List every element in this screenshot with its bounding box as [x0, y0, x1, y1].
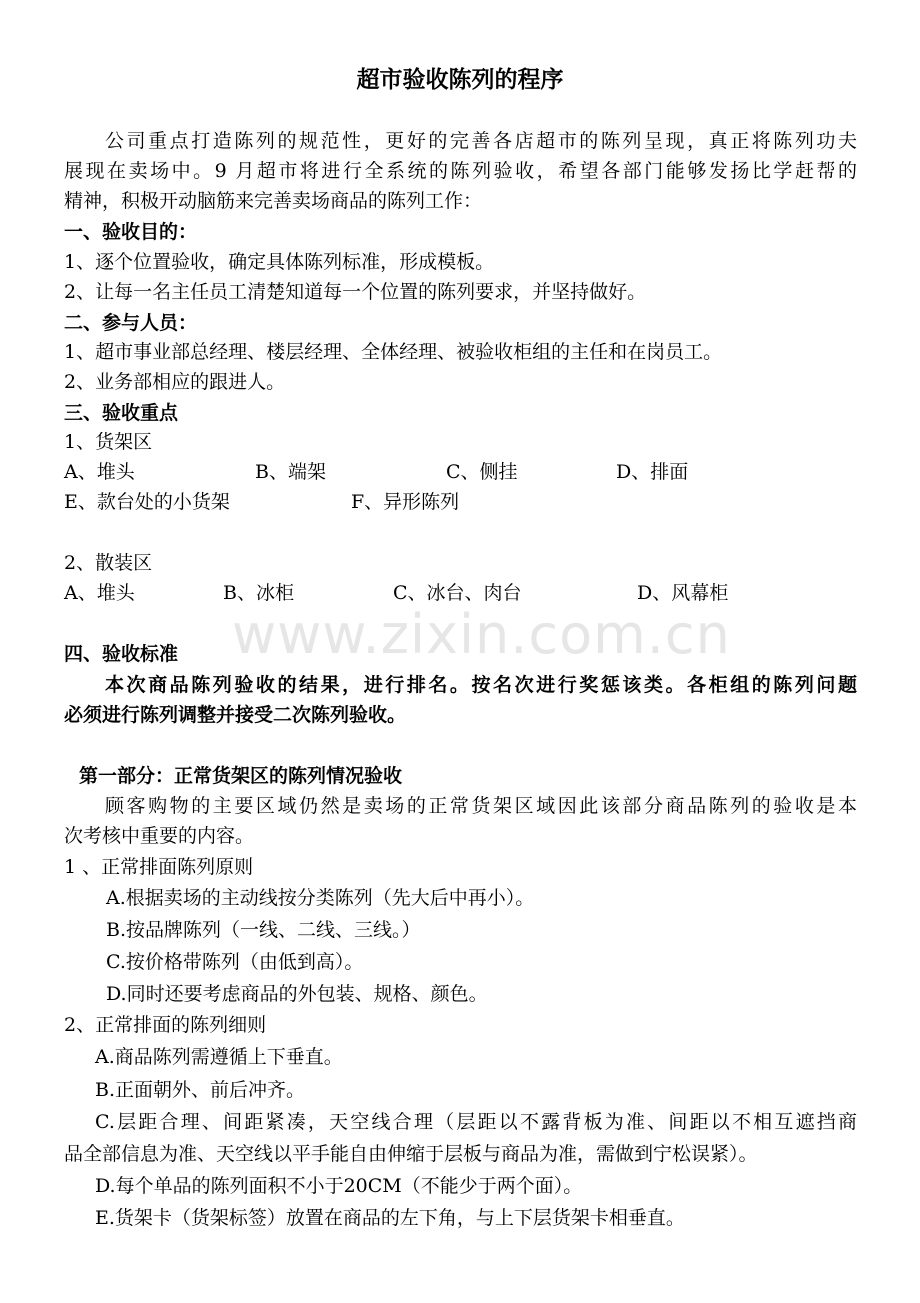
principle-item: A.根据卖场的主动线按分类陈列（先大后中再小）。 — [106, 887, 535, 909]
intro-line-2: 展现在卖场中。9 月超市将进行全系统的陈列验收，希望各部门能够发扬比学赶帮的 — [64, 160, 857, 182]
section-heading-purpose: 一、验收目的： — [64, 221, 198, 243]
intro-line-3: 精神，积极开动脑筋来完善卖场商品的陈列工作： — [64, 190, 483, 212]
page-title: 超市验收陈列的程序 — [356, 67, 564, 93]
part-heading: 第一部分：正常货架区的陈列情况验收 — [79, 765, 403, 787]
rule-item: E.货架卡（货架标签）放置在商品的左下角，与上下层货架卡相垂直。 — [95, 1207, 685, 1229]
rule-item-continued: 品全部信息为准、天空线以平手能自由伸缩于层板与商品为准，需做到宁松误紧）。 — [64, 1143, 758, 1165]
principle-item: B.按品牌陈列（一线、二线、三线。） — [106, 919, 421, 941]
bulk-option-d: D、风幕柜 — [637, 582, 729, 604]
section-heading-participants: 二、参与人员： — [64, 312, 198, 334]
rule-item: D.每个单品的陈列面积不小于20CM（不能少于两个面）。 — [95, 1175, 583, 1197]
sub-heading-principles: 1 、正常排面陈列原则 — [64, 856, 254, 878]
section-heading-standard: 四、验收标准 — [64, 643, 179, 665]
watermark: www.zixin.com.cn — [232, 603, 731, 666]
standard-bold-line-2: 必须进行陈列调整并接受二次陈列验收。 — [64, 704, 407, 726]
shelf-option-f: F、异形陈列 — [351, 491, 460, 513]
shelf-option-e: E、款台处的小货架 — [64, 491, 230, 513]
shelf-option-d: D、排面 — [616, 461, 689, 483]
bulk-option-a: A、堆头 — [64, 582, 135, 604]
rule-item: A.商品陈列需遵循上下垂直。 — [95, 1046, 343, 1068]
intro-line-1: 公司重点打造陈列的规范性，更好的完善各店超市的陈列呈现，真正将陈列功夫 — [105, 130, 857, 152]
principle-item: D.同时还要考虑商品的外包装、规格、颜色。 — [106, 983, 488, 1005]
part-para-line-1: 顾客购物的主要区域仍然是卖场的正常货架区域因此该部分商品陈列的验收是本 — [105, 795, 857, 817]
list-item: 1、超市事业部总经理、楼层经理、全体经理、被验收柜组的主任和在岗员工。 — [64, 341, 723, 363]
list-item: 2、业务部相应的跟进人。 — [64, 371, 286, 393]
area-label-shelf: 1、货架区 — [64, 431, 153, 453]
rule-item: C.层距合理、间距紧凑，天空线合理（层距以不露背板为准、间距以不相互遮挡商 — [95, 1111, 857, 1133]
part-para-line-2: 次考核中重要的内容。 — [64, 825, 255, 847]
area-label-bulk: 2、散装区 — [64, 552, 153, 574]
standard-bold-line-1: 本次商品陈列验收的结果，进行排名。按名次进行奖惩该类。各柜组的陈列问题 — [105, 674, 857, 696]
principle-item: C.按价格带陈列（由低到高）。 — [106, 951, 364, 973]
list-item: 2、让每一名主任员工清楚知道每一个位置的陈列要求，并坚持做好。 — [64, 281, 647, 303]
rule-item: B.正面朝外、前后冲齐。 — [95, 1079, 306, 1101]
bulk-option-b: B、冰柜 — [223, 582, 294, 604]
sub-heading-rules: 2、正常排面的陈列细则 — [64, 1014, 267, 1036]
shelf-option-b: B、端架 — [255, 461, 326, 483]
list-item: 1、逐个位置验收，确定具体陈列标准，形成模板。 — [64, 251, 495, 273]
shelf-option-c: C、侧挂 — [446, 461, 518, 483]
bulk-option-c: C、冰台、肉台 — [393, 582, 522, 604]
section-heading-focus: 三、验收重点 — [64, 402, 179, 424]
shelf-option-a: A、堆头 — [64, 461, 135, 483]
